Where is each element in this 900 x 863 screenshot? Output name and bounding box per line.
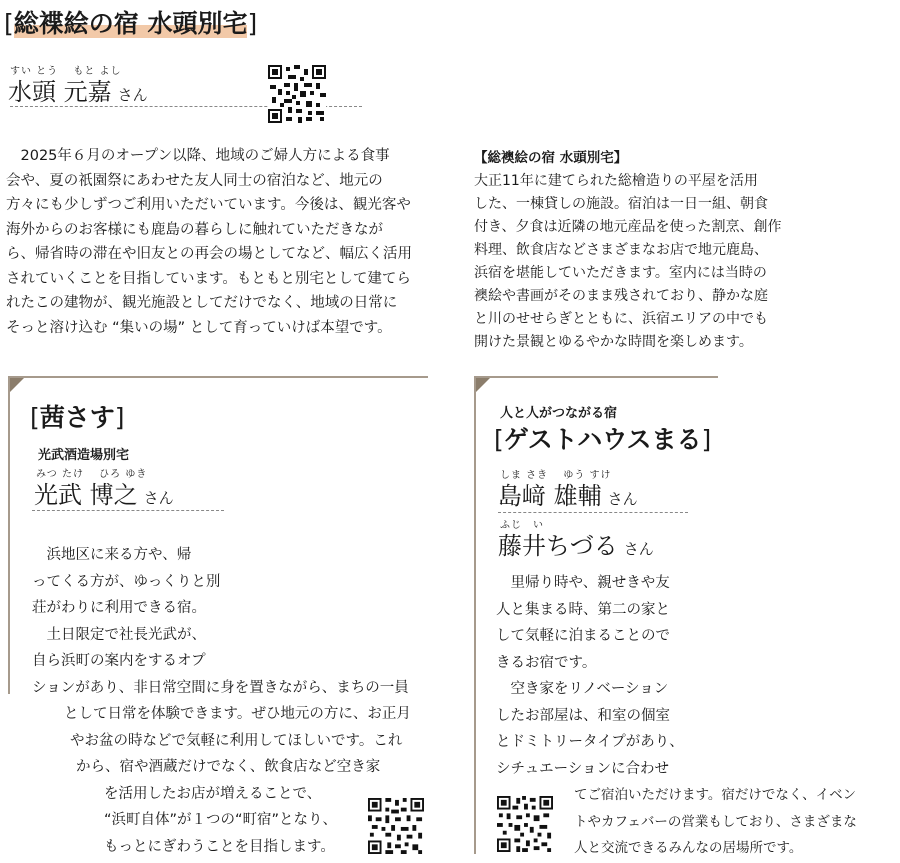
text-line: 自ら浜町の案内をするオプ — [32, 653, 206, 669]
honorific: さん — [117, 86, 148, 104]
text-line: を活用したお店が増えることで、 — [104, 785, 322, 802]
text-line: 荘がわりに利用できる宿。 — [32, 600, 206, 616]
qr-code-icon — [368, 798, 424, 854]
guesthouse-title-text: ゲストハウスまる — [503, 425, 702, 454]
owner-ruby: しま さき ゆう すけ — [500, 470, 612, 481]
guesthouse-title — [494, 420, 711, 456]
akane-paragraph — [32, 542, 411, 860]
info-paragraph — [474, 170, 781, 354]
honorific: さん — [143, 489, 174, 507]
bracket-close: ] — [701, 425, 712, 454]
owner-name-text: 水頭 元嘉 — [8, 78, 112, 106]
info-heading: 【総襖絵の宿 水頭別宅】 — [474, 150, 628, 166]
text-line: ションがあり、非日常空間に身を置きながら、まちの一員 — [32, 679, 409, 696]
text-line: 海外からのお客様にも鹿島の暮らしに触れていただきなが — [6, 221, 383, 238]
text-line: 空き家をリノベーション — [496, 681, 669, 697]
guesthouse-tagline: 人と人がつながる宿 — [500, 406, 618, 421]
text-line: とドミトリータイプがあり、 — [496, 734, 684, 750]
honorific: さん — [623, 540, 654, 558]
main-title-text: 総褋絵の宿 水頭別宅 — [13, 9, 248, 38]
text-line: もっとにぎわうことを目指します。 — [104, 838, 335, 855]
owner-name — [34, 475, 174, 510]
text-line: 大正11年に建てられた総檜造りの平屋を活用 — [474, 173, 758, 189]
text-line: 里帰り時や、親せきや友 — [496, 575, 670, 591]
owner-name — [498, 476, 638, 511]
text-line: 2025年６月のオープン以降、地域のご婦人方による食事 — [6, 148, 390, 164]
owner-name-text: 藤井ちづる — [498, 532, 618, 560]
text-line: 人と交流できるみんなの居場所です。 — [574, 840, 803, 856]
section-side-rule — [8, 376, 10, 694]
text-line: 方々にも少しずつご利用いただいています。今後は、観光客や — [6, 197, 411, 213]
name-divider — [32, 510, 224, 511]
akane-title — [30, 398, 125, 434]
section-side-rule — [474, 376, 476, 854]
section-top-rule — [474, 376, 718, 378]
bracket-close: ] — [247, 9, 258, 38]
main-paragraph — [6, 144, 412, 340]
section-top-rule — [8, 376, 428, 378]
text-line: 襖絵や書画がそのまま残されており、静かな庭 — [474, 288, 768, 304]
text-line: てご宿泊いただけます。宿だけでなく、イベン — [574, 787, 857, 803]
owner-ruby: みつ たけ ひろ ゆき — [36, 469, 148, 480]
text-line: “浜町自体”が１つの“町宿”となり、 — [104, 812, 338, 828]
text-line: 人と集まる時、第二の家と — [496, 601, 670, 618]
text-line: した、一棟貸しの施設。宿泊は一日一組、朝食 — [474, 196, 768, 212]
text-line: したお部屋は、和室の個室 — [496, 707, 670, 724]
corner-decoration — [474, 376, 492, 394]
owner-name — [498, 526, 654, 561]
akane-title-text: 茜さす — [39, 403, 115, 432]
corner-decoration — [8, 376, 26, 394]
text-line: そっと溶け込む “集いの場” として育っていけば本望です。 — [6, 319, 392, 336]
owner-name-text: 光武 博之 — [34, 481, 138, 509]
text-line: れたこの建物が、観光施設としてだけでなく、地域の日常に — [6, 295, 398, 311]
owner-name-text: 島﨑 雄輔 — [498, 482, 602, 510]
text-line: トやカフェバーの営業もしており、さまざまな — [574, 813, 857, 830]
owner-ruby: すい とう もと よし — [10, 66, 122, 77]
text-line: から、宿や酒蔵だけでなく、飲食店など空き家 — [76, 759, 381, 775]
text-line: シチュエーションに合わせ — [496, 760, 669, 777]
honorific: さん — [607, 490, 638, 508]
owner-ruby: ふじ い — [500, 520, 544, 531]
text-line: 付き、夕食は近隣の地元産品を使った割烹、創作 — [474, 219, 782, 235]
text-line: と川のせせらぎとともに、浜宿エリアの中でも — [474, 311, 768, 327]
bracket-open: [ — [30, 403, 40, 432]
text-line: として日常を体験できます。ぜひ地元の方に、お正月 — [64, 706, 411, 722]
text-line: ら、帰省時の滞在や旧友との再会の場としてなど、幅広く活用 — [6, 246, 412, 262]
bracket-close: ] — [114, 403, 125, 432]
akane-subtitle: 光武酒造場別宅 — [38, 448, 130, 463]
name-divider — [498, 512, 688, 513]
qr-code-icon — [268, 65, 326, 123]
bracket-open: [ — [4, 9, 14, 38]
text-line: されていくことを目指しています。もともと別宅として建てら — [6, 270, 411, 287]
text-line: 会や、夏の祇園祭にあわせた友人同士の宿泊など、地元の — [6, 172, 383, 189]
owner-name — [8, 72, 148, 107]
text-line: 浜宿を堪能していただきます。室内には当時の — [474, 265, 767, 281]
bracket-open: [ — [494, 425, 504, 454]
text-line: 開けた景観とゆるやかな時間を楽しめます。 — [474, 334, 753, 350]
text-line: して気軽に泊まることので — [496, 628, 670, 644]
text-line: きるお宿です。 — [496, 654, 597, 671]
text-line: やお盆の時などで気軽に利用してほしいです。これ — [70, 732, 403, 749]
text-line: 浜地区に来る方や、帰 — [32, 547, 192, 563]
text-line: 土日限定で社長光武が、 — [32, 626, 206, 643]
main-title — [4, 4, 257, 40]
text-line: 料理、飲食店などさまざまなお店で地元鹿島、 — [474, 242, 768, 258]
text-line: ってくる方が、ゆっくりと別 — [32, 573, 221, 590]
qr-code-icon — [497, 796, 553, 852]
